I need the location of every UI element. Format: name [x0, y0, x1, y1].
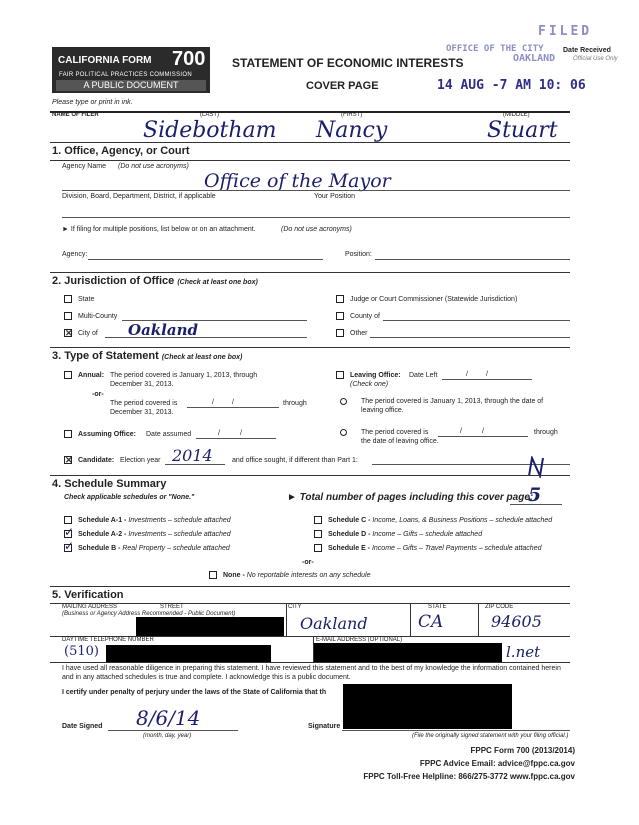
- street-label: STREET: [160, 604, 184, 610]
- city-of-value: Oakland: [128, 321, 198, 339]
- redacted-email: [314, 643, 502, 662]
- signature-note: (File the originally signed statement with your filing official.): [412, 733, 569, 739]
- date-assumed-label: Date assumed: [146, 431, 192, 438]
- agency-name-note: (Do not use acronyms): [118, 163, 189, 170]
- leaving-option2-text-c: the date of leaving office.: [361, 438, 439, 445]
- stamp-office: OFFICE OF THE CITY: [446, 44, 544, 54]
- date-slash-2: /: [232, 399, 234, 406]
- section2-title: [52, 275, 258, 287]
- schedule-e-checkbox[interactable]: [314, 544, 322, 552]
- schedule-e-text: Income – Gifts – Travel Payments – schedule attached: [371, 545, 542, 552]
- election-year-value: 2014: [172, 446, 213, 465]
- schedule-d-label: Schedule D -: [328, 531, 371, 538]
- multiple-positions-note: ► If filing for multiple positions, list below or on an attachment.: [62, 226, 256, 233]
- section1-title: 1. Office, Agency, or Court: [52, 145, 190, 157]
- county-of-label: County of: [350, 313, 380, 320]
- schedules-check-note: Check applicable schedules or "None.": [64, 494, 195, 501]
- public-document-label: A PUBLIC DOCUMENT: [56, 80, 206, 91]
- date-stamp: 14 AUG -7 AM 10: 06: [437, 78, 586, 93]
- date-signed-value: 8/6/14: [136, 706, 201, 730]
- form-badge: [52, 47, 210, 93]
- none-label: None -: [223, 572, 245, 579]
- assuming-office-checkbox[interactable]: [64, 430, 72, 438]
- multi-county-checkbox[interactable]: [64, 312, 72, 320]
- annual-label: Annual:: [78, 372, 105, 379]
- check-one-note: (Check one): [350, 381, 389, 388]
- last-name-label: (LAST): [200, 112, 220, 118]
- date-format-note: (month, day, year): [143, 733, 192, 739]
- last-name-value: Sidebotham: [143, 118, 277, 143]
- or-label-1: -or-: [92, 391, 104, 398]
- footer-helpline: FPPC Toll-Free Helpline: 866/275-3772 www.fppc.ca.gov: [363, 772, 575, 781]
- total-pages-label: ► Total number of pages including this cover page:: [287, 492, 534, 503]
- division-label: Division, Board, Department, District, if applicable: [62, 193, 216, 200]
- statement-title: STATEMENT OF ECONOMIC INTERESTS: [232, 56, 464, 70]
- leave2-slash-2: /: [482, 428, 484, 435]
- name-of-filer-label: NAME OF FILER: [52, 112, 99, 118]
- leaving-office-label: Leaving Office:: [350, 372, 401, 379]
- first-name-value: Nancy: [316, 118, 388, 143]
- form-title-line: CALIFORNIA FORM: [58, 55, 152, 66]
- email-label: E-MAIL ADDRESS (OPTIONAL): [316, 637, 403, 643]
- leaving-option2-radio[interactable]: [340, 429, 347, 436]
- redacted-street: [136, 617, 284, 636]
- assumed-slash-2: /: [240, 430, 242, 437]
- state-value: CA: [418, 612, 444, 632]
- left-slash-1: /: [466, 371, 468, 378]
- city-of-checkbox[interactable]: ✕: [65, 328, 73, 338]
- none-text: No reportable interests on any schedule: [246, 572, 371, 579]
- date-signed-label: Date Signed: [62, 723, 103, 730]
- schedule-b-label: Schedule B -: [78, 545, 121, 552]
- state-label: State: [78, 296, 95, 303]
- schedule-a2-checkbox[interactable]: [64, 525, 75, 539]
- section2-note: (Check at least one box): [177, 279, 258, 286]
- section3-title-text: 3. Type of Statement: [52, 350, 159, 362]
- date-received-label: Date Received: [563, 47, 611, 54]
- checkmark-icon: ✓: [64, 525, 75, 539]
- leaving-option2-text-b: through: [534, 429, 558, 436]
- section3-title: [52, 350, 242, 362]
- period-text2: December 31, 2013.: [110, 409, 174, 416]
- cover-page-title: COVER PAGE: [306, 80, 379, 92]
- period-text1: The period covered is: [110, 400, 178, 407]
- schedule-a2-label: Schedule A-2 -: [78, 531, 127, 538]
- form-number: 700: [172, 48, 206, 70]
- agency-name-label: Agency Name: [62, 163, 106, 170]
- leaving-option1-text-a: The period covered is January 1, 2013, through the date of: [361, 398, 544, 405]
- section4-title: 4. Schedule Summary: [52, 478, 167, 490]
- signature-label: Signature: [308, 723, 341, 730]
- zip-label: ZIP CODE: [485, 604, 514, 610]
- leaving-option1-radio[interactable]: [340, 398, 347, 405]
- leaving-option1-text-b: leaving office.: [361, 407, 404, 414]
- other-checkbox[interactable]: [336, 329, 344, 337]
- official-use-label: Official Use Only: [573, 56, 618, 62]
- first-name-label: (FIRST): [341, 112, 363, 118]
- footer-advice-email: FPPC Advice Email: advice@fppc.ca.gov: [419, 759, 575, 768]
- total-pages-value: 5: [528, 484, 542, 506]
- leaving-office-checkbox[interactable]: [336, 371, 344, 379]
- section5-title: 5. Verification: [52, 589, 124, 601]
- annual-text2: December 31, 2013.: [110, 381, 174, 388]
- assuming-office-label: Assuming Office:: [78, 431, 136, 438]
- schedule-c-label: Schedule C -: [328, 517, 371, 524]
- footer-form-id: FPPC Form 700 (2013/2014): [470, 746, 575, 755]
- city-value: Oakland: [300, 614, 368, 633]
- state-checkbox[interactable]: [64, 295, 72, 303]
- city-of-label: City of: [78, 330, 98, 337]
- multiple-positions-note2: (Do not use acronyms): [281, 226, 352, 233]
- leaving-option2-text-a: The period covered is: [361, 429, 429, 436]
- stamp-city: OAKLAND: [513, 53, 556, 64]
- mailing-address-label: MAILING ADDRESS: [62, 604, 118, 610]
- schedule-d-checkbox[interactable]: [314, 530, 322, 538]
- multi-county-label: Multi-County: [78, 313, 118, 320]
- annual-text1: The period covered is January 1, 2013, through: [110, 372, 258, 379]
- city-label: CITY: [288, 604, 302, 610]
- schedule-or-label: -or-: [302, 559, 314, 566]
- schedule-a1-label: Schedule A-1 -: [78, 517, 127, 524]
- middle-name-label: (MIDDLE): [503, 112, 530, 118]
- judge-label: Judge or Court Commissioner (Statewide Jurisdiction): [350, 296, 518, 303]
- schedule-e-label: Schedule E -: [328, 545, 371, 552]
- candidate-checkbox[interactable]: ✕: [65, 455, 73, 465]
- none-checkbox[interactable]: [209, 571, 217, 579]
- area-code-value: (510): [64, 644, 99, 659]
- email-tail-value: l.net: [506, 643, 541, 661]
- schedule-b-checkbox[interactable]: [64, 539, 75, 553]
- election-year-label: Election year: [120, 457, 161, 464]
- redacted-signature: [343, 684, 512, 729]
- schedule-a1-text: Investments – schedule attached: [128, 517, 231, 524]
- position-label: Your Position: [314, 193, 355, 200]
- certify-statement: I certify under penalty of perjury under the laws of the State of California that th: [62, 689, 327, 696]
- redacted-phone: [106, 645, 271, 662]
- date-left-label: Date Left: [409, 372, 438, 379]
- candidate-label: Candidate:: [78, 457, 115, 464]
- leave2-slash-1: /: [460, 428, 462, 435]
- middle-name-value: Stuart: [487, 118, 558, 143]
- left-slash-2: /: [486, 371, 488, 378]
- agency-name-value: Office of the Mayor: [204, 170, 391, 192]
- judge-checkbox[interactable]: [336, 295, 344, 303]
- phone-label: DAYTIME TELEPHONE NUMBER: [62, 637, 154, 643]
- diligence-statement: I have used all reasonable diligence in preparing this statement. I have reviewed this statement and to the best of my knowledge the information contained herein and in any attached schedules is true and complete. I acknowledge this is a public document.: [62, 665, 561, 681]
- ink-instruction: Please type or print in ink.: [52, 99, 133, 106]
- agency-small-label: Agency:: [62, 251, 88, 258]
- zip-value: 94605: [491, 612, 542, 631]
- annual-checkbox[interactable]: [64, 371, 72, 379]
- section2-title-text: 2. Jurisdiction of Office: [52, 275, 175, 287]
- commission-name: FAIR POLITICAL PRACTICES COMMISSION: [59, 72, 192, 78]
- schedule-a1-checkbox[interactable]: [64, 516, 72, 524]
- assumed-slash-1: /: [218, 430, 220, 437]
- schedule-b-text: Real Property – schedule attached: [122, 545, 230, 552]
- position-small-label: Position:: [345, 251, 372, 258]
- county-of-checkbox[interactable]: [336, 312, 344, 320]
- checkmark-icon: ✓: [64, 539, 75, 553]
- business-address-note: (Business or Agency Address Recommended - Public Document): [62, 611, 236, 617]
- other-label: Other: [350, 330, 368, 337]
- filed-stamp: FILED: [538, 24, 593, 39]
- schedule-c-text: Income, Loans, & Business Positions – schedule attached: [372, 517, 553, 524]
- section3-note: (Check at least one box): [161, 354, 243, 361]
- office-sought-label: and office sought, if different than Part 1:: [232, 457, 358, 464]
- period-through: through: [283, 400, 307, 407]
- schedule-a2-text: Investments – schedule attached: [128, 531, 231, 538]
- schedule-c-checkbox[interactable]: [314, 516, 322, 524]
- state-address-label: STATE: [428, 604, 447, 610]
- date-slash-1: /: [212, 399, 214, 406]
- schedule-d-text: Income – Gifts – schedule attached: [372, 531, 483, 538]
